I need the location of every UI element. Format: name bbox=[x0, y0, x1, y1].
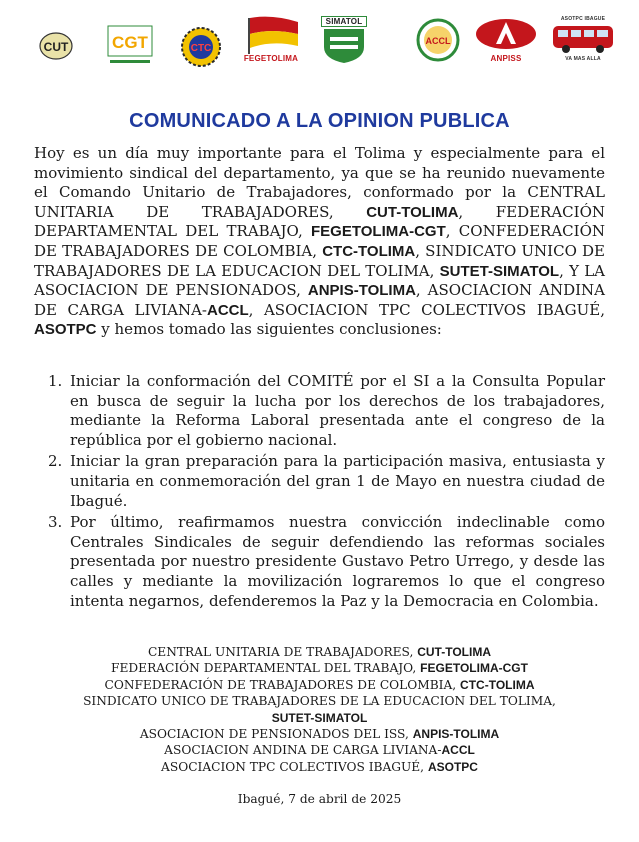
accl-logo-text: ACCL bbox=[425, 36, 451, 46]
signatory-line bbox=[0, 742, 639, 758]
anpiss-caption: ANPISS bbox=[490, 54, 522, 63]
signatory-acronym: FEGETOLIMA-CGT bbox=[420, 661, 528, 676]
list-item-number: 2. bbox=[48, 452, 63, 471]
intro-text: , ASOCIACION TPC COLECTIVOS IBAGUÉ, bbox=[248, 300, 605, 319]
signatories-block bbox=[0, 644, 639, 775]
signatory-name: FEDERACIÓN DEPARTAMENTAL DEL TRABAJO, bbox=[111, 661, 421, 676]
anpiss-logo bbox=[474, 18, 538, 63]
accl-logo bbox=[414, 18, 462, 64]
bus-icon bbox=[550, 22, 616, 56]
intro-paragraph bbox=[34, 144, 605, 340]
signatory-acronym: ACCL bbox=[441, 743, 475, 758]
cut-logo-text: CUT bbox=[43, 40, 69, 54]
intro-text: , ASOCIACION ANDINA DE CARGA LIVIANA- bbox=[34, 281, 605, 319]
signatory-name: CONFEDERACIÓN DE TRABAJADORES DE COLOMBIA, bbox=[104, 677, 461, 692]
flag-icon bbox=[242, 16, 300, 54]
organization-acronym: CTC-TOLIMA bbox=[322, 242, 416, 260]
intro-text: , CONFEDERACIÓN DE TRABAJADORES DE COLOMBIA, bbox=[34, 222, 605, 260]
fegetolima-caption: FEGETOLIMA bbox=[243, 54, 299, 63]
signatory-name: ASOCIACION DE PENSIONADOS DEL ISS, bbox=[139, 727, 413, 742]
organization-acronym: ASOTPC bbox=[34, 321, 97, 339]
page-title: COMUNICADO A LA OPINION PUBLICA bbox=[129, 110, 510, 132]
intro-text: , FEDERACIÓN DEPARTAMENTAL DEL TRABAJO, bbox=[34, 202, 605, 241]
asotpc-subcaption: VA MAS ALLA bbox=[565, 56, 601, 62]
signatory-line bbox=[0, 693, 639, 709]
list-item bbox=[48, 372, 605, 450]
list-item-text: Iniciar la gran preparación para la participación masiva, entusiasta y unitaria en conmemoración del gran 1 de Mayo en nuestra ciudad de Ibagué. bbox=[70, 452, 605, 510]
signatory-name: SINDICATO UNICO DE TRABAJADORES DE LA EDUCACION DEL TOLIMA, bbox=[83, 694, 556, 709]
signatory-name: ASOCIACION TPC COLECTIVOS IBAGUÉ, bbox=[161, 759, 428, 774]
signatory-acronym: ANPIS-TOLIMA bbox=[412, 727, 500, 742]
cgt-logo-text: CGT bbox=[112, 33, 148, 52]
simatol-caption: SIMATOL bbox=[321, 16, 368, 27]
organization-acronym: SUTET-SIMATOL bbox=[439, 262, 560, 280]
signatory-line bbox=[0, 726, 639, 742]
signatory-name: ASOCIACION ANDINA DE CARGA LIVIANA- bbox=[164, 743, 442, 758]
signatory-acronym: CUT-TOLIMA bbox=[417, 645, 491, 659]
signatory-acronym: SUTET-SIMATOL bbox=[271, 710, 368, 725]
conclusions-list bbox=[48, 372, 605, 613]
shield-icon bbox=[320, 27, 368, 65]
organization-acronym: ANPIS-TOLIMA bbox=[307, 282, 416, 300]
list-item-text: Iniciar la conformación del COMITÉ por el SI a la Consulta Popular en busca de seguir la lucha por los derechos de los trabajadores, mediante la Reforma Laboral presentada ante el congreso de la república por el gobierno nacional. bbox=[70, 372, 605, 449]
organization-acronym: CUT-TOLIMA bbox=[366, 203, 459, 221]
ctc-logo bbox=[180, 26, 222, 68]
intro-text: , SINDICATO UNICO DE TRABAJADORES DE LA EDUCACION DEL TOLIMA, bbox=[34, 241, 605, 280]
signatory-name: CENTRAL UNITARIA DE TRABAJADORES, bbox=[147, 645, 418, 659]
cgt-logo bbox=[104, 24, 156, 68]
cut-logo bbox=[38, 30, 74, 62]
list-item-number: 1. bbox=[48, 372, 63, 390]
list-item-text: Por último, reafirmamos nuestra convicción indeclinable como Centrales Sindicales de seguir defendiendo las reformas sociales presentada por nuestro presidente Gustavo Petro Urrego, y desde las calles y mediante la movilización lograremos lo que el congreso intenta negarnos, defenderemos la Paz y la Democracia en Colombia. bbox=[70, 513, 605, 610]
signatory-line bbox=[0, 644, 639, 660]
asotpc-caption: ASOTPC IBAGUE bbox=[560, 16, 606, 22]
signatory-line bbox=[0, 710, 639, 726]
date-line: Ibagué, 7 de abril de 2025 bbox=[237, 792, 402, 806]
signatory-line bbox=[0, 660, 639, 676]
fegetolima-logo bbox=[242, 16, 300, 63]
signatory-line bbox=[0, 677, 639, 693]
asotpc-logo bbox=[550, 16, 616, 62]
intro-text: y hemos tomado las siguientes conclusiones: bbox=[96, 320, 442, 339]
signatory-acronym: ASOTPC bbox=[427, 759, 478, 774]
ctc-logo-text: CTC bbox=[190, 43, 212, 54]
list-item-number: 3. bbox=[48, 513, 63, 532]
simatol-logo bbox=[320, 16, 368, 65]
organization-acronym: ACCL bbox=[206, 301, 249, 319]
list-item bbox=[48, 452, 605, 511]
list-item bbox=[48, 513, 605, 611]
organization-acronym: FEGETOLIMA-CGT bbox=[311, 223, 446, 241]
intro-text: Hoy es un día muy importante para el Tolima y especialmente para el movimiento sindical del departamento, ya que se ha reunido nuevamente el Comando Unitario de Trabajadores, conformado por la CENTRAL UNITARIA DE TRABAJADORES, bbox=[34, 144, 605, 221]
anpiss-emblem-icon bbox=[474, 18, 538, 54]
signatory-line bbox=[0, 759, 639, 775]
intro-text: , Y LA ASOCIACION DE PENSIONADOS, bbox=[34, 261, 606, 300]
signatory-acronym: CTC-TOLIMA bbox=[460, 677, 535, 692]
logos-header bbox=[30, 16, 630, 72]
